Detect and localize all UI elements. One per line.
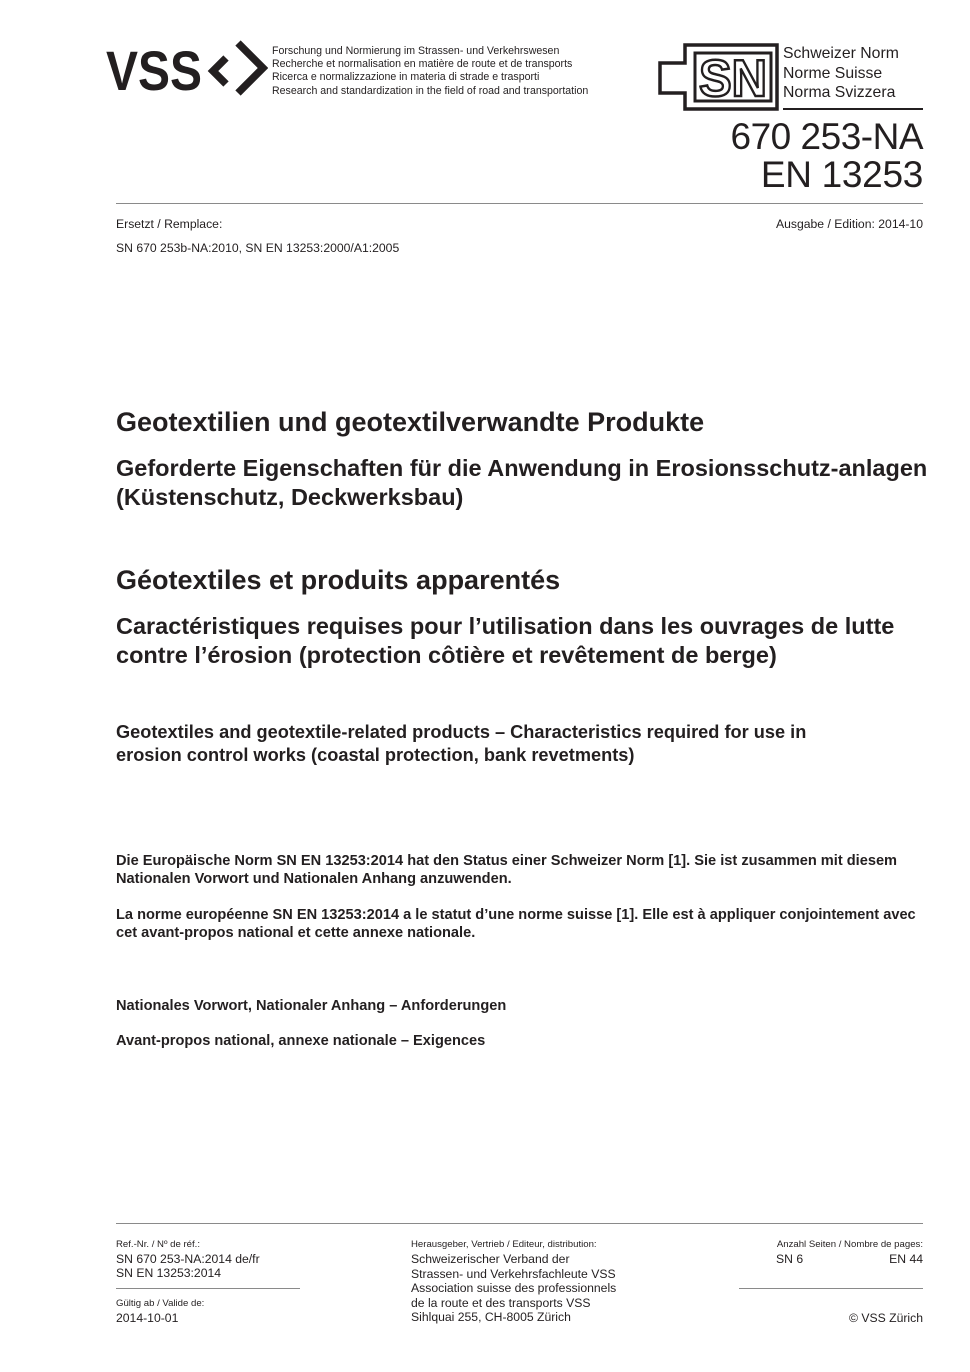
- sn-logo: [657, 43, 781, 111]
- subtitle-de: Geforderte Eigenschaften für die Anwendung in Erosionsschutz-anlagen (Küstenschutz, Deckwerksbau): [116, 455, 928, 510]
- header-divider: [116, 203, 923, 204]
- valid-label: Gültig ab / Valide de:: [116, 1298, 205, 1309]
- ref-label: Ref.-Nr. / Nº de réf.:: [116, 1239, 201, 1250]
- status-statement-de: Die Europäische Norm SN EN 13253:2014 hat den Status einer Schweizer Norm [1]. Sie ist zusammen mit diesem Nationalen Vorwort und Nationalen Anhang anzuwenden.: [116, 853, 898, 888]
- pages-sn: SN 6: [776, 1252, 804, 1266]
- tagline-it: Ricerca e normalizzazione in materia di strade e trasporti: [272, 71, 540, 84]
- subtitle-fr: Caractéristiques requises pour l’utilisation dans les ouvrages de lutte contre l’érosion (protection côtière et revêtement de berge): [116, 613, 895, 668]
- ref-value-en: SN EN 13253:2014: [116, 1266, 222, 1280]
- publisher-address: [411, 1252, 616, 1325]
- sn-name-it: Norma Svizzera: [783, 84, 896, 101]
- national-annex-de: Nationales Vorwort, Nationaler Anhang – Anforderungen: [116, 998, 507, 1014]
- ref-value-sn: SN 670 253-NA:2014 de/fr: [116, 1252, 260, 1266]
- status-statement-fr: La norme européenne SN EN 13253:2014 a le statut d’une norme suisse [1]. Elle est à appliquer conjointement avec cet avant-propos national et cette annexe nationale.: [116, 907, 916, 942]
- pages-en: EN 44: [889, 1252, 923, 1266]
- vss-logo: [106, 40, 268, 102]
- title-en: Geotextiles and geotextile-related products – Characteristics required for use in erosion control works (coastal protection, bank revetments): [116, 722, 807, 765]
- pages-label: Anzahl Seiten / Nombre de pages:: [776, 1239, 923, 1250]
- tagline-de: Forschung und Normierung im Strassen- und Verkehrswesen: [272, 45, 560, 57]
- copyright: © VSS Zürich: [849, 1311, 923, 1325]
- vss-tagline: [272, 45, 588, 98]
- sn-name-de: Schweizer Norm: [783, 45, 899, 62]
- tagline-fr: Recherche et normalisation en matière de route et de transports: [272, 58, 573, 71]
- replaces-value: SN 670 253b-NA:2010, SN EN 13253:2000/A1:2005: [116, 241, 400, 255]
- tagline-en: Research and standardization in the field of road and transportation: [272, 84, 589, 97]
- svg-text:SN: SN: [699, 50, 767, 108]
- publisher-line: Schweizerischer Verband der: [411, 1252, 570, 1266]
- valid-value: 2014-10-01: [116, 1311, 179, 1325]
- svg-text:VSS: VSS: [106, 40, 202, 102]
- publisher-line: de la route et des transports VSS: [411, 1295, 591, 1310]
- publisher-line: Association suisse des professionnels: [411, 1281, 617, 1296]
- replaces-label: Ersetzt / Remplace:: [116, 217, 223, 231]
- ref-separator: [116, 1288, 300, 1289]
- title-de: Geotextilien und geotextilverwandte Produkte: [116, 407, 705, 437]
- title-fr: Géotextiles et produits apparentés: [116, 565, 561, 595]
- publisher-label: Herausgeber, Vertrieb / Editeur, distribution:: [411, 1239, 597, 1250]
- national-annex-fr: Avant-propos national, annexe nationale – Exigences: [116, 1033, 486, 1049]
- sn-names: [783, 44, 899, 103]
- pages-separator: [739, 1288, 923, 1289]
- publisher-line: Strassen- und Verkehrsfachleute VSS: [411, 1266, 616, 1281]
- edition: Ausgabe / Edition: 2014-10: [775, 217, 923, 231]
- publisher-line: Sihlquai 255, CH-8005 Zürich: [411, 1310, 571, 1325]
- sn-underline: [783, 108, 923, 110]
- footer-divider: [116, 1223, 923, 1224]
- en-number: EN 13253: [760, 154, 923, 195]
- sn-name-fr: Norme Suisse: [783, 64, 883, 82]
- norm-number: 670 253-NA: [730, 116, 923, 157]
